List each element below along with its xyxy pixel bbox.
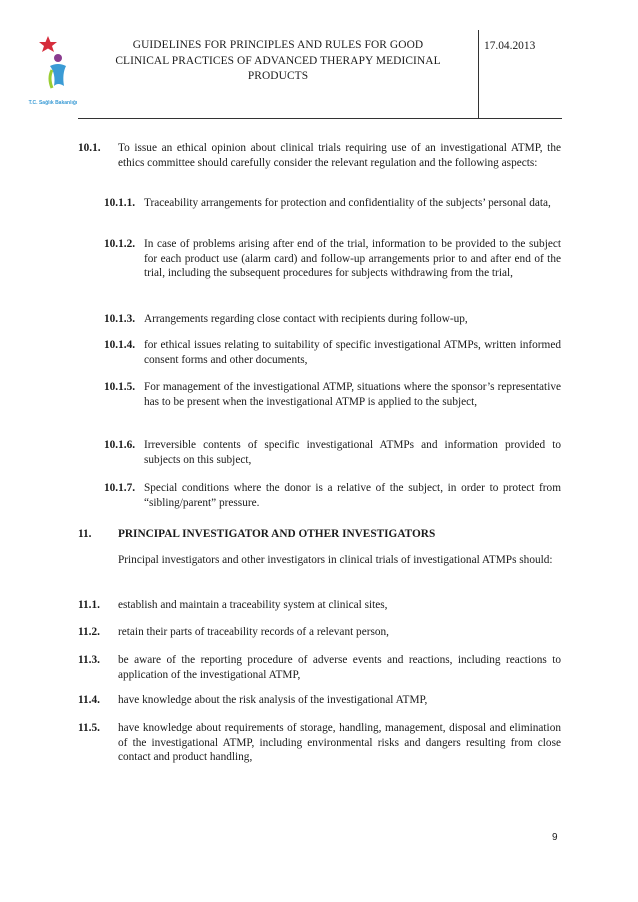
section-number: 10.1.	[78, 142, 101, 154]
item-text: Irreversible contents of specific investigational ATMPs and information provided to subjects on this subject,	[144, 439, 561, 466]
title-line: GUIDELINES FOR PRINCIPLES AND RULES FOR GOOD	[132, 39, 424, 51]
item-text: have knowledge about requirements of storage, handling, management, disposal and elimination of the investigational ATMP, including environmental risks and dangers resulting from close contact and product handling,	[118, 722, 561, 764]
item-text: Traceability arrangements for protection and confidentiality of the subjects’ personal data,	[144, 197, 551, 209]
section-text: To issue an ethical opinion about clinical trials requiring use of an investigational ATMP, the ethics committee should carefully consider the relevant regulation and the following aspects:	[118, 142, 561, 169]
header-divider-horizontal	[78, 118, 562, 119]
item-number: 11.5.	[78, 722, 100, 734]
header-divider-vertical	[478, 30, 479, 118]
item-text: In case of problems arising after end of the trial, information to be provided to the subject for each product use (alarm card) and follow-up arrangements prior to and after end of the trial, including the subsequent procedures for subjects withdrawing from the trial,	[144, 238, 561, 280]
document-title	[88, 38, 468, 85]
item-text: have knowledge about the risk analysis of the investigational ATMP,	[118, 694, 428, 706]
item-text: for ethical issues relating to suitability of specific investigational ATMPs, written informed consent forms and other documents,	[144, 339, 561, 366]
logo-text: T.C. Sağlık Bakanlığı	[28, 100, 78, 106]
item-number: 11.3.	[78, 654, 100, 666]
title-line: CLINICAL PRACTICES OF ADVANCED THERAPY MEDICINAL	[115, 54, 441, 67]
item-number: 11.4.	[78, 694, 100, 706]
item-number: 11.2.	[78, 626, 100, 638]
item-text: Arrangements regarding close contact with recipients during follow-up,	[144, 313, 468, 325]
item-number: 10.1.6.	[104, 439, 136, 451]
section-number: 11.	[78, 528, 92, 540]
section-heading: PRINCIPAL INVESTIGATOR AND OTHER INVESTIGATORS	[118, 528, 436, 540]
document-date: 17.04.2013	[484, 40, 536, 52]
item-number: 10.1.5.	[104, 381, 136, 393]
item-number: 10.1.2.	[104, 238, 136, 250]
page-number: 9	[552, 832, 558, 843]
ministry-logo	[18, 30, 88, 110]
item-text: retain their parts of traceability records of a relevant person,	[118, 626, 390, 638]
item-text: For management of the investigational ATMP, situations where the sponsor’s representative has to be present when the investigational ATMP is applied to the subject,	[144, 381, 561, 408]
item-text: be aware of the reporting procedure of adverse events and reactions, including reactions to application of the investigational ATMP,	[118, 654, 561, 681]
item-number: 10.1.7.	[104, 482, 136, 494]
item-text: Special conditions where the donor is a relative of the subject, in order to protect from “sibling/parent” pressure.	[144, 482, 561, 509]
item-number: 10.1.4.	[104, 339, 136, 351]
item-number: 10.1.1.	[104, 197, 136, 209]
item-number: 10.1.3.	[104, 313, 136, 325]
title-line: PRODUCTS	[247, 70, 309, 83]
section-intro: Principal investigators and other investigators in clinical trials of investigational ATMPs should:	[118, 554, 553, 566]
item-text: establish and maintain a traceability system at clinical sites,	[118, 599, 388, 611]
item-number: 11.1.	[78, 599, 100, 611]
